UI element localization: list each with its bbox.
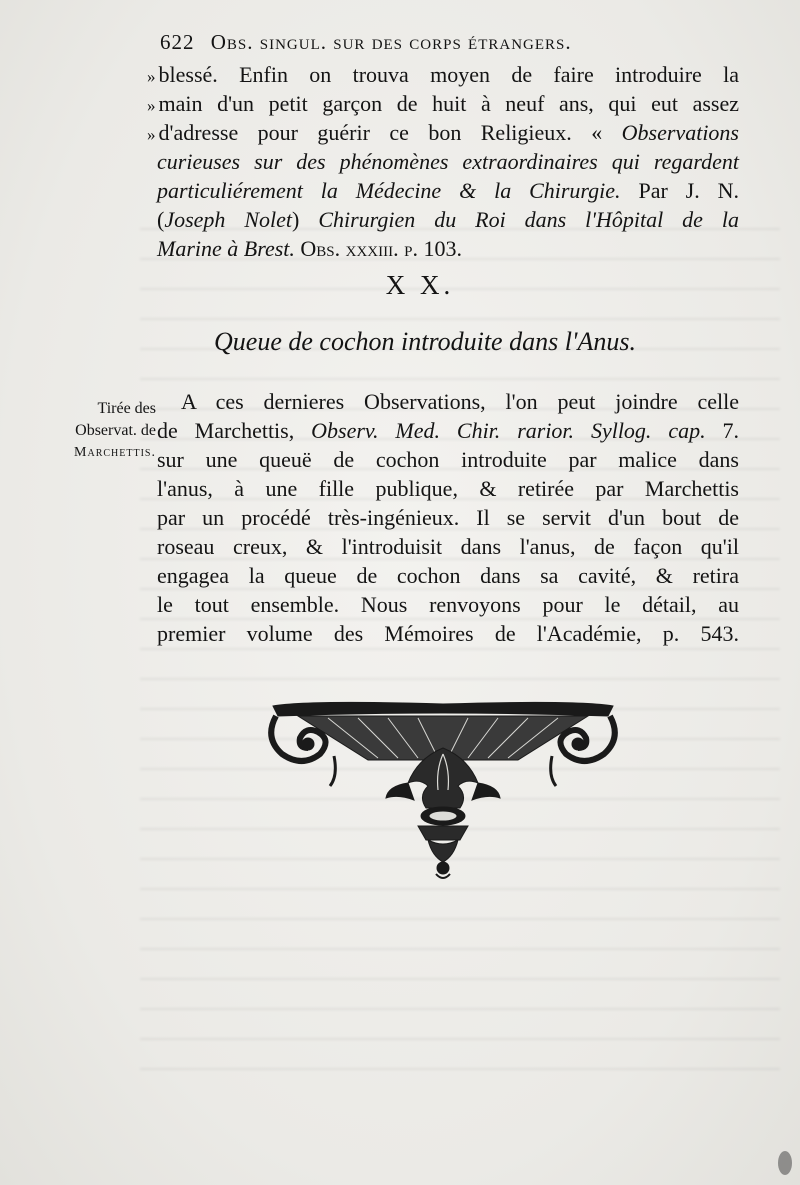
margin-note-line: Marchettis. [74,445,156,460]
margin-note [28,398,156,464]
quote-line: » d'adresse pour guérir ce bon Religieux. « Observations [147,120,739,145]
running-title: Obs. singul. sur des corps étrangers. [210,30,572,54]
acanthus-cul-de-lampe-ornament-icon [268,698,618,883]
section-number: X X. [385,270,455,300]
body-line: engagea la queue de cochon dans sa cavité, & retira [157,563,739,588]
margin-note-line: Tirée des [97,400,156,417]
quote-line: curieuses sur des phénomènes extraordinaires qui regardent [157,149,739,174]
body-line: par un procédé très-ingénieux. Il se servit d'un bout de [157,505,739,530]
quote-line: (Joseph Nolet) Chirurgien du Roi dans l'Hôpital de la [157,207,739,232]
body-line: l'anus, à une fille publique, & retirée par Marchettis [157,476,739,501]
body-line: le tout ensemble. Nous renvoyons pour le détail, au [157,592,739,617]
body-line: roseau creux, & l'introduisit dans l'anus, de façon qu'il [157,534,739,559]
running-header [160,30,745,55]
page-number: 622 [160,30,195,54]
quote-line: particuliérement la Médecine & la Chirurgie. Par J. N. [157,178,740,203]
body-line: sur une queuë de cochon introduite par malice dans [157,447,739,472]
quote-line: » blessé. Enfin on trouva moyen de faire introduire la [147,62,739,87]
quote-line: Marine à Brest. Obs. xxxiii. p. 103. [157,236,462,261]
body-line: de Marchettis, Observ. Med. Chir. rarior. Syllog. cap. 7. [157,418,739,443]
section-title: Queue de cochon introduite dans l'Anus. [214,327,636,356]
page-speck [778,1151,792,1175]
margin-note-line: Observat. de [75,422,156,439]
body-line: A ces dernieres Observations, l'on peut joindre celle [181,389,739,414]
quote-line: » main d'un petit garçon de huit à neuf ans, qui eut assez [147,91,739,116]
body-line: premier volume des Mémoires de l'Académie, p. 543. [157,621,739,646]
